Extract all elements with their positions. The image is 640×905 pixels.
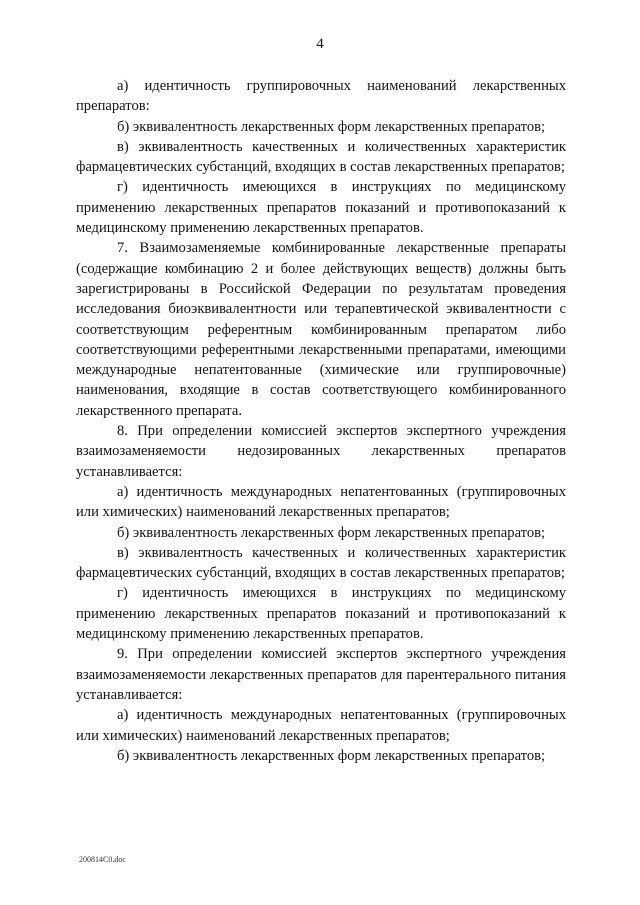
paragraph-9-parenteral-nutrition: 9. При определении комиссией экспертов экспертного учреждения взаимозаменяемости лекарственных препаратов для парентерального питания устанавливается: <box>76 646 566 703</box>
paragraph-d-indications: г) идентичность имеющихся в инструкциях по медицинскому применению лекарственных препаратов показаний и противопоказаний к медицинскому применению лекарственных препаратов. <box>76 179 566 237</box>
paragraph-8-non-dosed-drugs: 8. При определении комиссией экспертов экспертного учреждения взаимозаменяемости недозированных лекарственных препаратов устанавливается: <box>76 423 566 480</box>
paragraph-8c-substance-characteristics: в) эквивалентность качественных и количественных характеристик фармацевтических субстанций, входящих в состав лекарственных препаратов; <box>76 544 566 582</box>
document-footer-code: 200814С0.doc <box>79 855 126 864</box>
paragraph-a-grouping-names: а) идентичность группировочных наименований лекарственных препаратов: <box>76 78 566 115</box>
paragraph-9a-inn-names: а) идентичность международных непатентованных (группировочных или химических) наименований лекарственных препаратов; <box>76 707 566 744</box>
document-body <box>76 76 566 766</box>
paragraph-8b-dosage-forms: б) эквивалентность лекарственных форм лекарственных препаратов; <box>117 524 546 541</box>
paragraph-8d-indications: г) идентичность имеющихся в инструкциях по медицинскому применению лекарственных препаратов показаний и противопоказаний к медицинскому применению лекарственных препаратов. <box>76 585 566 643</box>
paragraph-9b-dosage-forms: б) эквивалентность лекарственных форм лекарственных препаратов; <box>117 747 546 764</box>
paragraph-c-substance-characteristics: в) эквивалентность качественных и количественных характеристик фармацевтических субстанций, входящих в состав лекарственных препаратов; <box>76 138 566 176</box>
paragraph-7-combined-drugs: 7. Взаимозаменяемые комбинированные лекарственные препараты (содержащие комбинацию 2 и более действующих веществ) должны быть зарегистрированы в Российской Федерации по результатам проведения исследования биоэквивалентности или терапевтической эквивалентности с соответствующим референтным комбинированным препаратом либо соответствующими референтными лекарственными препаратами, имеющими международные непатентованные (химические или группировочные) наименования, входящие в состав соответствующего комбинированного лекарственного препарата. <box>76 240 566 419</box>
paragraph-b-dosage-forms: б) эквивалентность лекарственных форм лекарственных препаратов; <box>117 118 546 135</box>
paragraph-8a-inn-names: а) идентичность международных непатентованных (группировочных или химических) наименований лекарственных препаратов; <box>76 483 566 521</box>
page-number: 4 <box>316 36 324 52</box>
